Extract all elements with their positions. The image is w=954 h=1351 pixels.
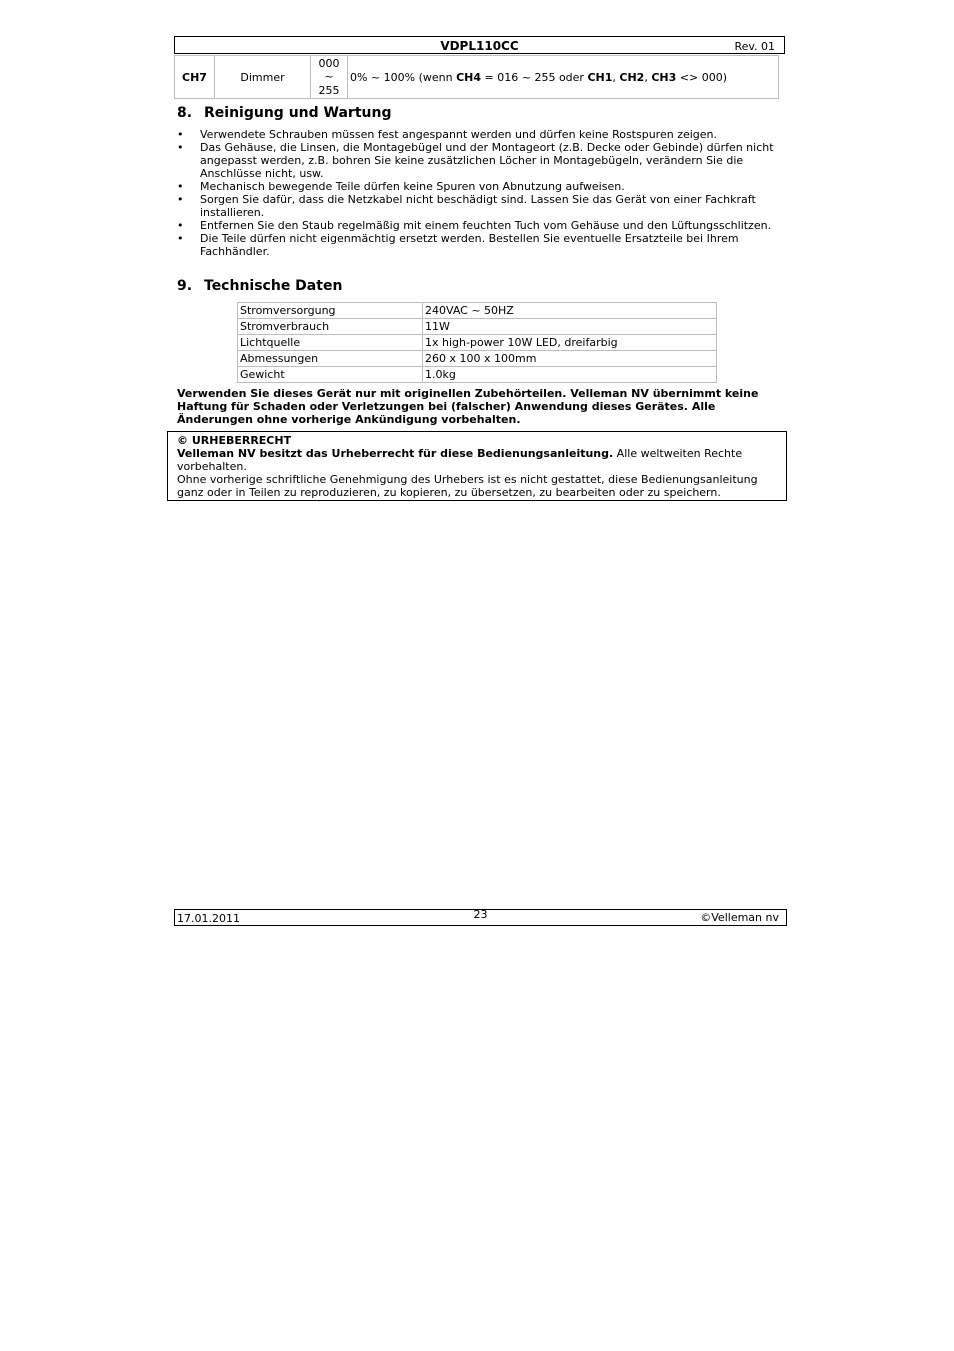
bullet-icon: •: [177, 219, 184, 232]
list-item-text: Das Gehäuse, die Linsen, die Montagebügel und der Montageort (z.B. Decke oder Gebinde) dürfen nicht angepasst werden, z.B. bohren Sie keine zusätzlichen Löcher in Montagebügeln, verändern Sie die Anschlüsse nicht, usw.: [200, 141, 774, 180]
range-from: 000: [318, 56, 340, 70]
function-cell: Dimmer: [215, 56, 311, 99]
bullet-icon: •: [177, 128, 184, 141]
range-sep: ~: [324, 70, 334, 84]
section-title: Technische Daten: [204, 278, 343, 294]
desc-bold: CH1: [587, 70, 613, 84]
range-to: 255: [318, 83, 340, 97]
list-item-text: Mechanisch bewegende Teile dürfen keine Spuren von Abnutzung aufweisen.: [200, 180, 625, 193]
footer-company: ©Velleman nv: [700, 911, 779, 924]
spec-value: 11W: [423, 319, 717, 335]
spec-value: 1x high-power 10W LED, dreifarbig: [423, 335, 717, 351]
spec-key: Lichtquelle: [238, 335, 423, 351]
bullet-icon: •: [177, 180, 184, 193]
bullet-icon: •: [177, 141, 184, 154]
desc-text: 0% ~ 100% (wenn: [350, 70, 457, 84]
revision-label: Rev. 01: [734, 40, 775, 53]
spec-value: 260 x 100 x 100mm: [423, 351, 717, 367]
warning-text: Verwenden Sie dieses Gerät nur mit originellen Zubehörteilen. Velleman NV übernimmt keine Haftung für Schaden oder Verletzungen bei (falscher) Anwendung dieses Gerätes. Alle Änderungen ohne vorherige Ankündigung vorbehalten.: [177, 387, 759, 426]
table-row: [238, 335, 717, 351]
spec-value: 1.0kg: [423, 367, 717, 383]
spec-value: 240VAC ~ 50HZ: [423, 303, 717, 319]
spec-key: Stromverbrauch: [238, 319, 423, 335]
footer-date: 17.01.2011: [177, 912, 240, 925]
desc-text: = 016 ~ 255 oder: [481, 70, 588, 84]
section-heading-cleaning: [177, 105, 391, 121]
copyright-box: [167, 431, 787, 501]
spec-key: Stromversorgung: [238, 303, 423, 319]
table-row: [238, 367, 717, 383]
list-item-text: Die Teile dürfen nicht eigenmächtig ersetzt werden. Bestellen Sie eventuelle Ersatzteile bei Ihrem Fachhändler.: [200, 232, 739, 258]
page-header: [174, 36, 785, 54]
bullet-icon: •: [177, 193, 184, 206]
copyright-title: © URHEBERRECHT: [177, 434, 292, 447]
document-title: VDPL110CC: [440, 39, 519, 53]
desc-text: ,: [612, 70, 620, 84]
specs-table: [237, 302, 717, 383]
table-row: [175, 56, 779, 99]
copyright-text: Alle weltweiten Rechte vorbehalten.: [177, 447, 743, 473]
table-row: [238, 319, 717, 335]
copyright-text-2: Ohne vorherige schriftliche Genehmigung des Urhebers ist es nicht gestattet, diese Bedienungsanleitung ganz oder in Teilen zu reproduzieren, zu kopieren, zu übersetzen, zu bearbeiten oder zu speichern.: [177, 473, 758, 499]
channel-cell: CH7: [175, 56, 215, 99]
page-number: 23: [473, 908, 488, 921]
desc-bold: CH4: [456, 70, 482, 84]
section-number: 9.: [177, 278, 193, 294]
description-cell: [348, 56, 779, 99]
desc-text: <> 000): [676, 70, 727, 84]
desc-bold: CH2: [619, 70, 645, 84]
channel-table: [174, 55, 779, 99]
desc-text: ,: [644, 70, 652, 84]
list-item: [177, 232, 777, 258]
copyright-bold: Velleman NV besitzt das Urheberrecht für diese Bedienungsanleitung.: [177, 447, 614, 460]
section-heading-tech-data: [177, 278, 342, 294]
section-number: 8.: [177, 105, 193, 121]
range-cell: [311, 56, 348, 99]
desc-bold: CH3: [651, 70, 677, 84]
list-item: [177, 193, 777, 219]
bullet-icon: •: [177, 232, 184, 245]
table-row: [238, 351, 717, 367]
spec-key: Gewicht: [238, 367, 423, 383]
page-footer: [174, 909, 787, 926]
maintenance-list: [177, 128, 777, 258]
list-item-text: Verwendete Schrauben müssen fest angespannt werden und dürfen keine Rostspuren zeigen.: [200, 128, 718, 141]
spec-key: Abmessungen: [238, 351, 423, 367]
list-item-text: Entfernen Sie den Staub regelmäßig mit einem feuchten Tuch vom Gehäuse und den Lüftungsschlitzen.: [200, 219, 772, 232]
section-title: Reinigung und Wartung: [204, 105, 392, 121]
list-item: [177, 180, 777, 193]
list-item: [177, 128, 777, 141]
list-item-text: Sorgen Sie dafür, dass die Netzkabel nicht beschädigt sind. Lassen Sie das Gerät von einer Fachkraft installieren.: [200, 193, 756, 219]
table-row: [238, 303, 717, 319]
list-item: [177, 141, 777, 180]
copyright-statement: [177, 447, 777, 473]
list-item: [177, 219, 777, 232]
